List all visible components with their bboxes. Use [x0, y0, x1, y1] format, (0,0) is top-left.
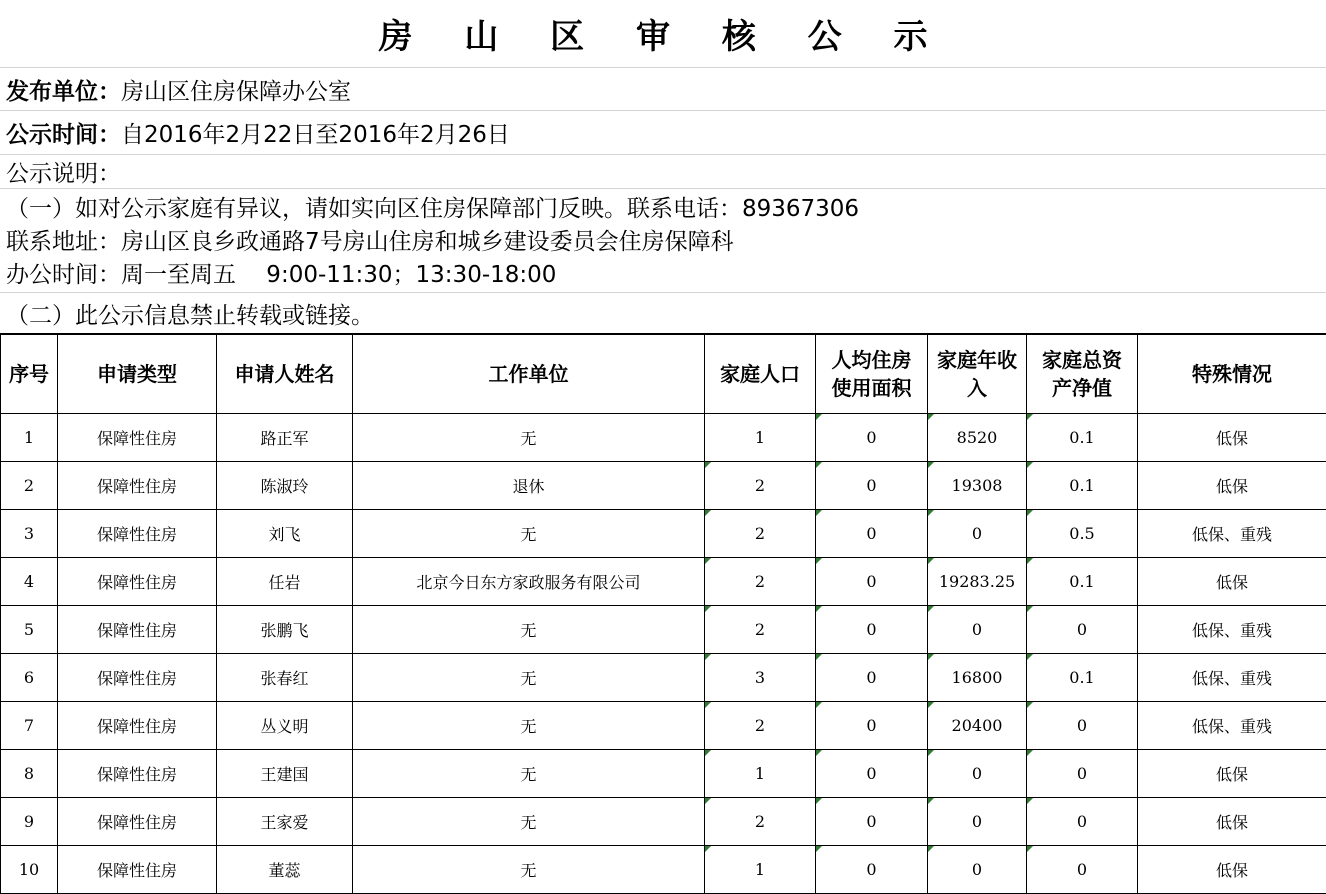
table-cell[interactable] — [705, 702, 816, 750]
table-cell[interactable] — [58, 510, 217, 558]
note-line-2: 联系地址：房山区良乡政通路7号房山住房和城乡建设委员会住房保障科 — [6, 229, 734, 255]
table-cell[interactable] — [816, 462, 928, 510]
table-row — [1, 414, 1326, 462]
table-cell[interactable] — [1027, 798, 1138, 846]
table-cell[interactable] — [217, 510, 353, 558]
table-cell[interactable] — [217, 702, 353, 750]
error-indicator-icon — [705, 558, 711, 564]
table-cell[interactable] — [1027, 654, 1138, 702]
table-cell[interactable] — [353, 798, 705, 846]
cell-text: 0 — [866, 524, 877, 543]
table-cell[interactable] — [705, 414, 816, 462]
header-cell[interactable]: 家庭人口 — [705, 335, 816, 414]
cell-text: 张鹏飞 — [260, 621, 309, 640]
cell-text: 保障性住房 — [96, 861, 177, 880]
table-cell[interactable] — [705, 462, 816, 510]
publisher-value: 房山区住房保障办公室 — [121, 78, 351, 105]
table-cell[interactable] — [816, 750, 928, 798]
table-row — [1, 798, 1326, 846]
table-cell[interactable] — [1, 654, 58, 702]
cell-text: 9 — [23, 812, 35, 831]
table-cell[interactable] — [1138, 606, 1326, 654]
error-indicator-icon — [705, 798, 711, 804]
table-cell[interactable] — [928, 462, 1027, 510]
cell-text: 0.5 — [1069, 524, 1095, 543]
cell-text: 无 — [520, 813, 537, 832]
cell-text: 保障性住房 — [96, 621, 177, 640]
error-indicator-icon — [705, 702, 711, 708]
cell-text: 路正军 — [260, 429, 309, 448]
cell-text: 0 — [866, 764, 877, 783]
table-cell[interactable] — [816, 606, 928, 654]
header-cell[interactable] — [816, 335, 928, 414]
error-indicator-icon — [928, 654, 934, 660]
table-cell[interactable] — [353, 654, 705, 702]
cell-text: 无 — [520, 621, 537, 640]
table-cell[interactable] — [1138, 414, 1326, 462]
cell-text: 无 — [520, 717, 537, 736]
cell-text: 10 — [18, 860, 40, 879]
table-cell[interactable] — [928, 606, 1027, 654]
table-cell[interactable] — [1, 750, 58, 798]
page-title[interactable]: 房 山 区 审 核 公 示 — [0, 0, 1326, 68]
error-indicator-icon — [1027, 510, 1033, 516]
cell-text: 2 — [754, 812, 766, 831]
table-row — [1, 462, 1326, 510]
cell-text: 8 — [23, 764, 35, 783]
table-cell[interactable] — [217, 654, 353, 702]
error-indicator-icon — [816, 414, 822, 420]
notes-block[interactable] — [0, 189, 1326, 293]
cell-text: 保障性住房 — [96, 525, 177, 544]
cell-text: 0 — [866, 572, 877, 591]
cell-text: 0 — [866, 428, 877, 447]
header-cell[interactable]: 申请类型 — [58, 335, 217, 414]
error-indicator-icon — [1027, 750, 1033, 756]
cell-text: 8520 — [956, 428, 998, 447]
cell-text: 保障性住房 — [96, 813, 177, 832]
table-cell[interactable] — [1138, 462, 1326, 510]
table-cell[interactable] — [1027, 462, 1138, 510]
cell-text: 张春红 — [260, 669, 309, 688]
table-cell[interactable] — [1, 846, 58, 894]
table-cell[interactable] — [217, 606, 353, 654]
cell-text: 3 — [754, 668, 766, 687]
cell-text: 2 — [754, 524, 766, 543]
table-cell[interactable] — [353, 846, 705, 894]
table-cell[interactable] — [1, 510, 58, 558]
cell-text: 保障性住房 — [96, 477, 177, 496]
table-cell[interactable] — [1027, 510, 1138, 558]
table-cell[interactable] — [58, 846, 217, 894]
table-cell[interactable] — [217, 558, 353, 606]
table-cell[interactable] — [353, 702, 705, 750]
cell-text: 0 — [1076, 764, 1088, 783]
table-cell[interactable] — [58, 414, 217, 462]
table-cell[interactable] — [1027, 846, 1138, 894]
cell-text: 0 — [1076, 620, 1088, 639]
cell-text: 0 — [971, 620, 983, 639]
cell-text: 2 — [23, 476, 35, 495]
table-row — [1, 606, 1326, 654]
table-cell[interactable] — [1027, 750, 1138, 798]
header-cell[interactable]: 序号 — [1, 335, 58, 414]
error-indicator-icon — [816, 702, 822, 708]
error-indicator-icon — [928, 846, 934, 852]
cell-text: 7 — [23, 716, 35, 735]
table-cell[interactable] — [816, 510, 928, 558]
error-indicator-icon — [928, 606, 934, 612]
cell-text: 保障性住房 — [96, 765, 177, 784]
error-indicator-icon — [705, 846, 711, 852]
cell-text: 0.1 — [1069, 668, 1095, 687]
cell-text: 0 — [971, 764, 983, 783]
cell-text: 无 — [520, 861, 537, 880]
cell-text: 0 — [866, 860, 877, 879]
error-indicator-icon — [1027, 462, 1033, 468]
cell-text: 董蕊 — [268, 861, 301, 880]
cell-text: 王建国 — [260, 765, 309, 784]
table-row — [1, 846, 1326, 894]
cell-text: 低保 — [1215, 813, 1248, 832]
cell-text: 0.1 — [1069, 476, 1095, 495]
error-indicator-icon — [1027, 654, 1033, 660]
header-text: 家庭年收入 — [937, 348, 1017, 400]
table-cell[interactable] — [1, 462, 58, 510]
cell-text: 保障性住房 — [96, 717, 177, 736]
error-indicator-icon — [1027, 798, 1033, 804]
table-cell[interactable] — [353, 606, 705, 654]
cell-text: 6 — [23, 668, 35, 687]
error-indicator-icon — [1027, 846, 1033, 852]
cell-text: 陈淑玲 — [260, 477, 309, 496]
table-cell[interactable] — [58, 654, 217, 702]
publisher-label: 发布单位： — [6, 78, 121, 105]
table-cell[interactable] — [816, 798, 928, 846]
error-indicator-icon — [705, 462, 711, 468]
cell-text: 0.1 — [1069, 572, 1095, 591]
cell-text: 保障性住房 — [96, 429, 177, 448]
cell-text: 4 — [23, 572, 35, 591]
cell-text: 无 — [520, 429, 537, 448]
table-cell[interactable] — [1027, 558, 1138, 606]
table-cell[interactable] — [58, 798, 217, 846]
table-cell[interactable] — [928, 846, 1027, 894]
error-indicator-icon — [705, 654, 711, 660]
table-cell[interactable] — [816, 654, 928, 702]
cell-text: 低保 — [1215, 477, 1248, 496]
cell-text: 20400 — [951, 716, 1003, 735]
table-row — [1, 654, 1326, 702]
cell-text: 低保、重残 — [1191, 621, 1272, 640]
cell-text: 19283.25 — [938, 572, 1016, 591]
table-cell[interactable] — [816, 558, 928, 606]
cell-text: 无 — [520, 525, 537, 544]
period-row[interactable] — [0, 111, 1326, 155]
error-indicator-icon — [816, 606, 822, 612]
table-cell[interactable] — [353, 462, 705, 510]
cell-text: 王家爱 — [260, 813, 309, 832]
error-indicator-icon — [816, 462, 822, 468]
table-cell[interactable] — [928, 414, 1027, 462]
error-indicator-icon — [1027, 414, 1033, 420]
cell-text: 无 — [520, 669, 537, 688]
error-indicator-icon — [1027, 558, 1033, 564]
table-row — [1, 702, 1326, 750]
table-cell[interactable] — [1138, 798, 1326, 846]
table-cell[interactable] — [353, 558, 705, 606]
error-indicator-icon — [1027, 606, 1033, 612]
table-cell[interactable] — [705, 798, 816, 846]
table-cell[interactable] — [1, 414, 58, 462]
table-cell[interactable] — [705, 750, 816, 798]
table-cell[interactable] — [58, 702, 217, 750]
error-indicator-icon — [816, 750, 822, 756]
applicant-table — [0, 334, 1326, 894]
table-cell[interactable] — [928, 702, 1027, 750]
table-cell[interactable] — [1138, 510, 1326, 558]
error-indicator-icon — [705, 606, 711, 612]
error-indicator-icon — [816, 798, 822, 804]
cell-text: 低保、重残 — [1191, 717, 1272, 736]
cell-text: 0 — [1076, 716, 1088, 735]
cell-text: 3 — [23, 524, 35, 543]
error-indicator-icon — [816, 558, 822, 564]
error-indicator-icon — [928, 462, 934, 468]
table-cell[interactable] — [58, 606, 217, 654]
header-cell[interactable]: 工作单位 — [353, 335, 705, 414]
table-cell[interactable] — [1138, 702, 1326, 750]
error-indicator-icon — [816, 654, 822, 660]
error-indicator-icon — [928, 414, 934, 420]
table-cell[interactable] — [816, 846, 928, 894]
cell-text: 0 — [866, 668, 877, 687]
table-cell[interactable] — [1, 558, 58, 606]
cell-text: 2 — [754, 476, 766, 495]
table-row — [1, 558, 1326, 606]
cell-text: 0 — [971, 860, 983, 879]
table-cell[interactable] — [1027, 414, 1138, 462]
table-cell[interactable] — [705, 558, 816, 606]
table-cell[interactable] — [1138, 558, 1326, 606]
cell-text: 5 — [23, 620, 35, 639]
cell-text: 退休 — [512, 477, 545, 496]
error-indicator-icon — [816, 510, 822, 516]
table-cell[interactable] — [217, 846, 353, 894]
table-cell[interactable] — [1, 606, 58, 654]
cell-text: 低保 — [1215, 573, 1248, 592]
table-cell[interactable] — [1, 798, 58, 846]
table-cell[interactable] — [353, 510, 705, 558]
cell-text: 0 — [866, 716, 877, 735]
error-indicator-icon — [928, 702, 934, 708]
cell-text: 0 — [1076, 860, 1088, 879]
table-cell[interactable] — [217, 462, 353, 510]
cell-text: 16800 — [951, 668, 1003, 687]
header-cell[interactable] — [1027, 335, 1138, 414]
error-indicator-icon — [816, 846, 822, 852]
note-line-3: 办公时间：周一至周五 9:00-11:30；13:30-18:00 — [6, 262, 557, 288]
table-cell[interactable] — [928, 510, 1027, 558]
note-line-4[interactable]: （二）此公示信息禁止转载或链接。 — [0, 293, 1326, 334]
cell-text: 2 — [754, 716, 766, 735]
cell-text: 低保 — [1215, 861, 1248, 880]
error-indicator-icon — [928, 750, 934, 756]
publisher-row[interactable] — [0, 68, 1326, 111]
header-cell[interactable] — [928, 335, 1027, 414]
cell-text: 丛义明 — [260, 717, 309, 736]
table-cell[interactable] — [58, 462, 217, 510]
cell-text: 0 — [866, 476, 877, 495]
cell-text: 1 — [23, 428, 35, 447]
header-cell[interactable]: 特殊情况 — [1138, 335, 1326, 414]
cell-text: 19308 — [951, 476, 1003, 495]
table-row — [1, 510, 1326, 558]
error-indicator-icon — [705, 510, 711, 516]
header-text: 家庭总资产净值 — [1042, 348, 1122, 400]
table-cell[interactable] — [1, 702, 58, 750]
cell-text: 低保 — [1215, 765, 1248, 784]
table-cell[interactable] — [1138, 654, 1326, 702]
notes-header[interactable]: 公示说明： — [0, 155, 1326, 189]
cell-text: 低保、重残 — [1191, 525, 1272, 544]
cell-text: 任岩 — [268, 573, 301, 592]
cell-text: 0 — [866, 620, 877, 639]
table-cell[interactable] — [816, 414, 928, 462]
cell-text: 保障性住房 — [96, 573, 177, 592]
cell-text: 2 — [754, 620, 766, 639]
error-indicator-icon — [928, 798, 934, 804]
cell-text: 1 — [754, 764, 766, 783]
cell-text: 保障性住房 — [96, 669, 177, 688]
table-cell[interactable] — [705, 510, 816, 558]
error-indicator-icon — [705, 750, 711, 756]
error-indicator-icon — [928, 558, 934, 564]
cell-text: 无 — [520, 765, 537, 784]
header-text: 人均住房使用面积 — [831, 348, 912, 400]
cell-text: 低保 — [1215, 429, 1248, 448]
table-cell[interactable] — [217, 414, 353, 462]
period-value: 自2016年2月22日至2016年2月26日 — [121, 122, 510, 148]
table-cell[interactable] — [353, 750, 705, 798]
cell-text: 北京今日东方家政服务有限公司 — [416, 573, 641, 592]
header-row — [1, 335, 1326, 414]
table-cell[interactable] — [58, 558, 217, 606]
table-cell[interactable] — [217, 750, 353, 798]
table-cell[interactable] — [816, 702, 928, 750]
note-line-1: （一）如对公示家庭有异议，请如实向区住房保障部门反映。联系电话：89367306 — [6, 196, 860, 222]
table-cell[interactable] — [705, 654, 816, 702]
table-cell[interactable] — [928, 798, 1027, 846]
cell-text: 0 — [971, 812, 983, 831]
cell-text: 1 — [754, 428, 766, 447]
cell-text: 1 — [754, 860, 766, 879]
table-cell[interactable] — [1027, 606, 1138, 654]
table-cell[interactable] — [58, 750, 217, 798]
cell-text: 0.1 — [1069, 428, 1095, 447]
table-cell[interactable] — [217, 798, 353, 846]
cell-text: 2 — [754, 572, 766, 591]
table-cell[interactable] — [928, 558, 1027, 606]
cell-text: 0 — [866, 812, 877, 831]
error-indicator-icon — [928, 510, 934, 516]
cell-text: 低保、重残 — [1191, 669, 1272, 688]
table-cell[interactable] — [1027, 702, 1138, 750]
table-cell[interactable] — [1138, 846, 1326, 894]
table-cell[interactable] — [705, 606, 816, 654]
table-cell[interactable] — [928, 750, 1027, 798]
cell-text: 0 — [1076, 812, 1088, 831]
table-cell[interactable] — [1138, 750, 1326, 798]
header-cell[interactable]: 申请人姓名 — [217, 335, 353, 414]
table-cell[interactable] — [353, 414, 705, 462]
period-label: 公示时间： — [6, 122, 121, 148]
cell-text: 0 — [971, 524, 983, 543]
table-cell[interactable] — [928, 654, 1027, 702]
cell-text: 刘飞 — [268, 525, 301, 544]
table-row — [1, 750, 1326, 798]
error-indicator-icon — [1027, 702, 1033, 708]
table-cell[interactable] — [705, 846, 816, 894]
